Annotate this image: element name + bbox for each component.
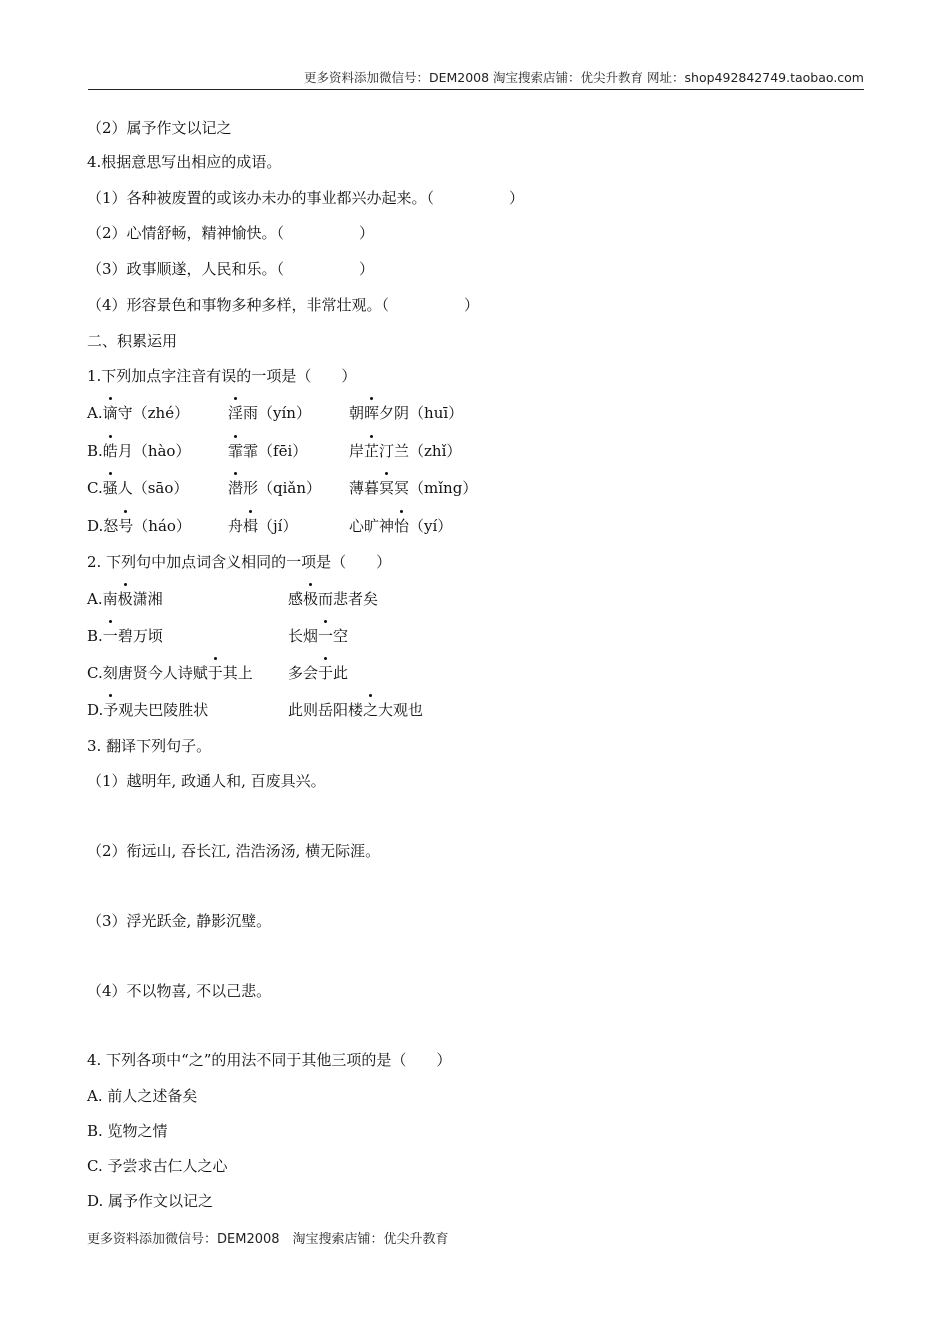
s2q2-left-post: 观夫巴陵胜状 bbox=[118, 701, 209, 719]
s2q1-option bbox=[228, 479, 321, 497]
s2q1-option-dotted-char: 潜 bbox=[228, 479, 244, 497]
s2q2-right bbox=[288, 701, 423, 719]
s2q2-right-dotted-char: 之 bbox=[363, 701, 379, 719]
s2q2-title: 2. 下列句中加点词含义相同的一项是（ ） bbox=[87, 553, 392, 571]
s2q3-item-2: （2）衔远山, 吞长江, 浩浩汤汤, 横无际涯。 bbox=[87, 842, 381, 860]
s2q1-option-pre: 舟 bbox=[228, 517, 244, 535]
s2q1-row-label: C. bbox=[87, 479, 103, 497]
s2q2-right-pre: 多会 bbox=[288, 664, 319, 682]
s2q2-left bbox=[87, 664, 253, 682]
q4-title: 4.根据意思写出相应的成语。 bbox=[87, 153, 282, 171]
top-item: （2）属予作文以记之 bbox=[87, 119, 232, 137]
s2q2-right-cell bbox=[288, 700, 423, 720]
section-2-title: 二、积累运用 bbox=[87, 332, 178, 350]
s2q2-left-post: 其上 bbox=[222, 664, 253, 682]
s2q1-option-post: 冥（mǐng） bbox=[394, 479, 478, 497]
s2q2-right-dotted-char: 于 bbox=[318, 664, 334, 682]
s2q1-option-cell bbox=[349, 516, 452, 536]
s2q1-option-pre: 薄暮 bbox=[349, 479, 380, 497]
s2q1-option bbox=[349, 442, 461, 460]
q4-item-1: （1）各种被废置的或该办未办的事业都兴办起来。（ ） bbox=[87, 189, 525, 207]
s2q1-option-post: 霏（fēi） bbox=[243, 442, 308, 460]
s2q1-option-post: 汀兰（zhǐ） bbox=[379, 442, 462, 460]
s2q1-option-dotted-char: 骚 bbox=[102, 479, 118, 497]
s2q1-option-post: （yí） bbox=[409, 517, 453, 535]
s2q2-right-pre: 长烟 bbox=[288, 627, 319, 645]
s2q2-left-cell bbox=[87, 663, 253, 683]
s2q1-option-post: 夕阴（huī） bbox=[379, 404, 464, 422]
s2q1-option bbox=[228, 442, 307, 460]
s2q1-option-pre: 心旷神 bbox=[349, 517, 395, 535]
s2q1-option bbox=[103, 404, 189, 422]
s2q2-left-pre: B. bbox=[87, 627, 103, 645]
s2q1-option-cell bbox=[87, 478, 188, 498]
s2q2-right-post: 大观也 bbox=[378, 701, 424, 719]
s2q1-option-dotted-char: 怡 bbox=[394, 517, 410, 535]
s2q2-left-cell bbox=[87, 700, 208, 720]
s2q1-row-label: B. bbox=[87, 442, 103, 460]
s2q1-option bbox=[349, 479, 477, 497]
s2q2-right bbox=[288, 664, 348, 682]
page-footer: 更多资料添加微信号：DEM2008 淘宝搜索店铺：优尖升教育 bbox=[87, 1232, 449, 1247]
s2q2-left-pre: A.南 bbox=[87, 590, 118, 608]
s2q1-option-pre: 朝 bbox=[349, 404, 365, 422]
s2q1-option-cell bbox=[228, 403, 311, 423]
q4-item-3: （3）政事顺遂，人民和乐。（ ） bbox=[87, 260, 375, 278]
s2q3-item-1: （1）越明年, 政通人和, 百废具兴。 bbox=[87, 772, 326, 790]
s2q1-option-dotted-char: 芷 bbox=[364, 442, 380, 460]
s2q1-option-cell bbox=[349, 441, 461, 461]
s2q1-option-pre: 岸 bbox=[349, 442, 365, 460]
s2q3-title: 3. 翻译下列句子。 bbox=[87, 737, 212, 755]
s2q1-option-dotted-char: 谪 bbox=[102, 404, 118, 422]
s2q2-left bbox=[87, 627, 163, 645]
s2q2-right-cell bbox=[288, 589, 378, 609]
s2q1-option-post: 形（qiǎn） bbox=[243, 479, 322, 497]
s2q1-option-dotted-char: 霏 bbox=[228, 442, 244, 460]
s2q2-left-post: 潇湘 bbox=[132, 590, 163, 608]
s2q1-option-pre: 怒 bbox=[103, 517, 119, 535]
s2q1-option-cell bbox=[87, 441, 190, 461]
s2q1-option bbox=[349, 517, 452, 535]
s2q2-left-dotted-char: 一 bbox=[102, 627, 118, 645]
page-header: 更多资料添加微信号：DEM2008 淘宝搜索店铺：优尖升教育 网址：shop492842749.taobao.com bbox=[88, 68, 864, 90]
s2q1-option-dotted-char: 淫 bbox=[228, 404, 244, 422]
s2q1-option-post: 人（sāo） bbox=[117, 479, 189, 497]
s2q1-option bbox=[103, 517, 191, 535]
s2q1-option-dotted-char: 皓 bbox=[102, 442, 118, 460]
s2q1-row-label: A. bbox=[87, 404, 103, 422]
s2q4-option-c: C. 予尝求古仁人之心 bbox=[87, 1157, 228, 1175]
s2q2-right-pre: 感 bbox=[288, 590, 304, 608]
q4-item-4: （4）形容景色和事物多种多样，非常壮观。（ ） bbox=[87, 296, 480, 314]
s2q3-item-4: （4）不以物喜, 不以己悲。 bbox=[87, 982, 272, 1000]
s2q2-left-pre: D. bbox=[87, 701, 104, 719]
s2q2-right-pre: 此则岳阳楼 bbox=[288, 701, 364, 719]
s2q2-right bbox=[288, 627, 348, 645]
s2q1-option-cell bbox=[87, 516, 191, 536]
s2q3-item-3: （3）浮光跃金, 静影沉璧。 bbox=[87, 912, 272, 930]
s2q2-left-cell bbox=[87, 626, 163, 646]
s2q1-row-label: D. bbox=[87, 517, 104, 535]
s2q2-right-post: 此 bbox=[333, 664, 349, 682]
s2q2-left-pre: C.刻唐贤今人诗赋 bbox=[87, 664, 208, 682]
s2q2-right-cell bbox=[288, 626, 348, 646]
s2q1-title: 1.下列加点字注音有误的一项是（ ） bbox=[87, 367, 357, 385]
s2q1-option-cell bbox=[87, 403, 189, 423]
s2q2-left-post: 碧万顷 bbox=[117, 627, 163, 645]
s2q1-option-post: 守（zhé） bbox=[117, 404, 190, 422]
s2q2-left-dotted-char: 予 bbox=[103, 701, 119, 719]
s2q2-left bbox=[87, 590, 163, 608]
s2q2-right-post: 而悲者矣 bbox=[318, 590, 379, 608]
s2q1-option-dotted-char: 楫 bbox=[243, 517, 259, 535]
s2q1-option-dotted-char: 号 bbox=[118, 517, 134, 535]
s2q1-option-post: 月（hào） bbox=[117, 442, 191, 460]
s2q2-right-dotted-char: 极 bbox=[303, 590, 319, 608]
s2q1-option bbox=[228, 517, 297, 535]
s2q2-right-cell bbox=[288, 663, 348, 683]
s2q4-option-a: A. 前人之述备矣 bbox=[87, 1087, 198, 1105]
s2q1-option-dotted-char: 晖 bbox=[364, 404, 380, 422]
s2q1-option-cell bbox=[228, 478, 321, 498]
q4-item-2: （2）心情舒畅，精神愉快。（ ） bbox=[87, 224, 375, 242]
s2q1-option-cell bbox=[349, 478, 477, 498]
s2q2-left-dotted-char: 于 bbox=[207, 664, 223, 682]
s2q2-left-dotted-char: 极 bbox=[117, 590, 133, 608]
s2q1-option-cell bbox=[228, 441, 307, 461]
s2q4-option-d: D. 属予作文以记之 bbox=[87, 1192, 214, 1210]
s2q1-option-cell bbox=[228, 516, 297, 536]
s2q2-right-post: 空 bbox=[333, 627, 349, 645]
s2q1-option bbox=[103, 479, 189, 497]
s2q1-option-cell bbox=[349, 403, 463, 423]
s2q2-left-cell bbox=[87, 589, 163, 609]
s2q1-option-post: （háo） bbox=[133, 517, 191, 535]
s2q4-option-b: B. 览物之情 bbox=[87, 1122, 168, 1140]
s2q2-right bbox=[288, 590, 378, 608]
s2q2-right-dotted-char: 一 bbox=[318, 627, 334, 645]
s2q1-option-dotted-char: 冥 bbox=[379, 479, 395, 497]
s2q1-option-post: （jí） bbox=[258, 517, 298, 535]
s2q1-option bbox=[228, 404, 311, 422]
s2q1-option-post: 雨（yín） bbox=[243, 404, 311, 422]
s2q1-option bbox=[349, 404, 463, 422]
s2q4-title: 4. 下列各项中“之”的用法不同于其他三项的是（ ） bbox=[87, 1051, 452, 1069]
s2q1-option bbox=[103, 442, 191, 460]
s2q2-left bbox=[87, 701, 208, 719]
